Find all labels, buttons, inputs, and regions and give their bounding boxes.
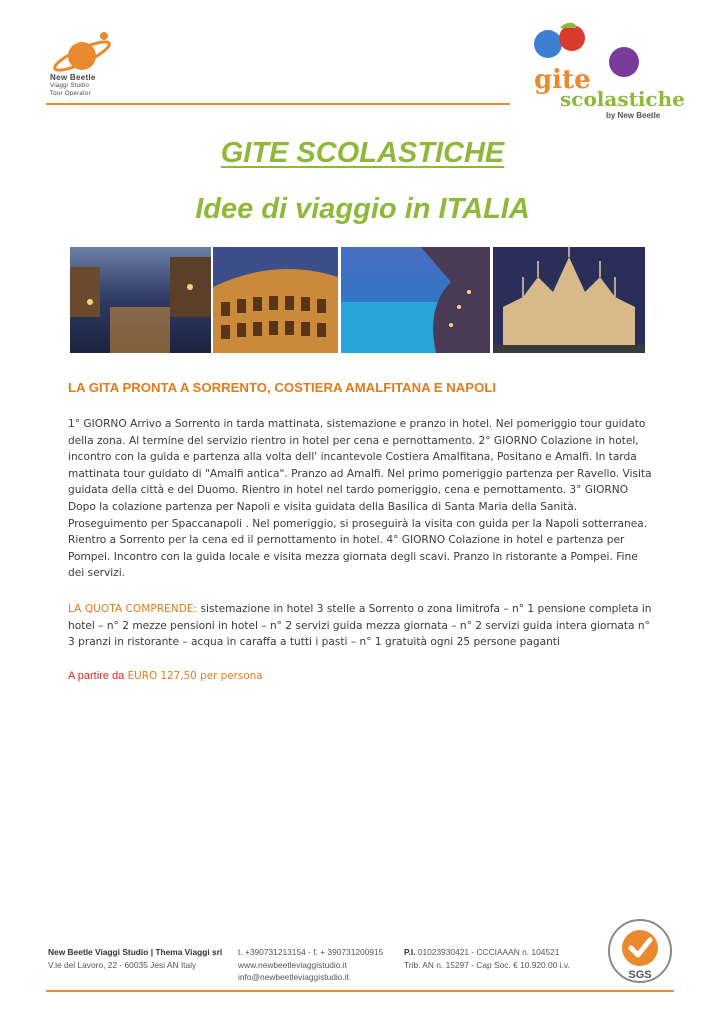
logo-tagline: by New Beetle bbox=[606, 111, 661, 120]
brand-text bbox=[50, 74, 96, 98]
footer-contact-col bbox=[238, 946, 383, 984]
includes-label: LA QUOTA COMPRENDE: bbox=[68, 603, 198, 615]
milan-duomo-photo bbox=[493, 247, 645, 353]
includes-paragraph bbox=[68, 601, 652, 651]
sgs-certification-badge bbox=[607, 918, 673, 984]
footer-website[interactable]: www.newbeetleviaggistudio.it bbox=[238, 959, 347, 970]
itinerary-text: 1° GIORNO Arrivo a Sorrento in tarda mattinata, sistemazione e pranzo in hotel. Nel pomeriggio tour guidato della zona. Al termine del servizio rientro in hotel per cena e pernottamento. 2° GIORNO Colazione in hotel, incontro con la guida e partenza alla volta dell' incantevole Costiera Amalfitana, Positano e Amalfi. In tarda mattinata tour guidato di "Amalfi antica". Pranzo ad Amalfi. Nel primo pomeriggio partenza per Ravello. Visita guidata della città e del Duomo. Rientro in hotel nel tardo pomeriggio, cena e pernottamento. 3° GIORNO Dopo la colazione partenza per Napoli e visita guidata della Basilica di Santa Maria della Sanità. Proseguimento per Spaccanapoli . Nel pomeriggio, si proseguirà la visita con guida per la Napoli sotterranea. Rientro a Sorrento per la cena ed il pernottamento in hotel. 4° GIORNO Colazione in hotel e partenza per Pompei. Incontro con la guida locale e visita mezza giornata degli scavi. Pranzo in ristorante a Pompei. Fine dei servizi. bbox=[68, 418, 652, 580]
footer-vat: 01023930421 - CCCIAAAN n. 104521 bbox=[415, 947, 560, 957]
section-title: LA GITA PRONTA A SORRENTO, COSTIERA AMALFITANA E NAPOLI bbox=[68, 380, 497, 395]
footer-company-col bbox=[48, 946, 222, 971]
sgs-badge-label: SGS bbox=[628, 969, 652, 981]
footer-registry: Trib. AN n. 15297 - Cap Soc. € 10.920.00 i.v. bbox=[404, 959, 570, 970]
logo-word-gite: gite bbox=[534, 65, 591, 95]
venice-photo bbox=[70, 247, 211, 353]
footer-legal-col bbox=[404, 946, 570, 971]
photo-strip bbox=[70, 247, 645, 353]
price-value: EURO 127,50 per persona bbox=[124, 670, 263, 682]
gite-scolastiche-logo bbox=[520, 22, 690, 120]
footer bbox=[48, 946, 608, 996]
footer-phone: t. +390731213154 - f. + 390731200915 bbox=[238, 947, 384, 957]
brand-line3: Tour Operator bbox=[50, 91, 91, 97]
positano-photo bbox=[341, 247, 490, 353]
footer-divider bbox=[46, 990, 674, 992]
page-title: GITE SCOLASTICHE bbox=[220, 137, 505, 169]
page-subtitle: Idee di viaggio in ITALIA bbox=[195, 193, 530, 225]
footer-address: V.le del Lavoro, 22 - 60035 Jesi AN Italy bbox=[48, 959, 197, 970]
new-beetle-logo bbox=[46, 28, 116, 76]
footer-company: New Beetle Viaggi Studio | Thema Viaggi srl bbox=[48, 947, 223, 957]
footer-vat-label: P.I. bbox=[404, 947, 416, 957]
footer-email[interactable]: info@newbeetleviaggistudio.it bbox=[238, 972, 349, 982]
header-divider bbox=[46, 103, 510, 105]
colosseum-photo bbox=[213, 247, 338, 353]
includes-text: sistemazione in hotel 3 stelle a Sorrento o zona limitrofa – n° 1 pensione completa in hotel – n° 2 mezze pensioni in hotel – n° 2 servizi guida mezza giornata – n° 2 servizi guida intera giornata n° 3 pranzi in ristorante – acqua in caraffa a tutti i pasti – n° 1 gratuità ogni 25 persone paganti bbox=[68, 603, 652, 649]
brand-name: New Beetle bbox=[50, 73, 96, 82]
price-line bbox=[68, 670, 263, 682]
logo-word-scolastiche: scolastiche bbox=[560, 87, 685, 111]
price-label: A partire da bbox=[68, 670, 125, 682]
brand-line2: Viaggi Studio bbox=[50, 83, 90, 89]
